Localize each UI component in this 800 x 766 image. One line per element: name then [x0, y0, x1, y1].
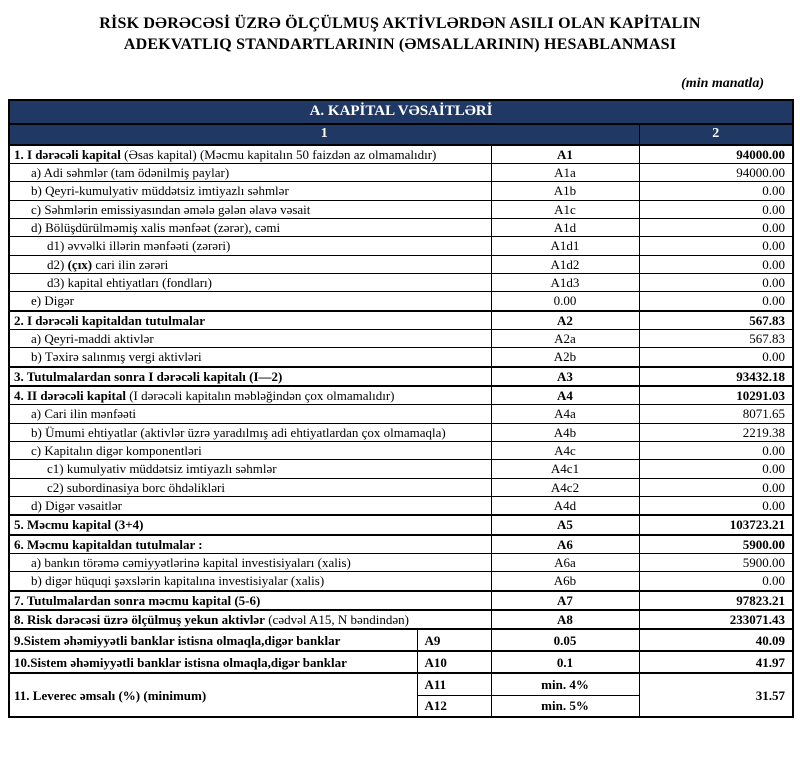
page-title	[40, 13, 760, 55]
row-label: a) Cari ilin mənfəəti	[9, 405, 491, 423]
row-value: 8071.65	[639, 405, 793, 423]
row-code: A1a	[491, 164, 639, 182]
row-code: A5	[491, 515, 639, 534]
row-label: b) Ümumi ehtiyatlar (aktivlər üzrə yaradılmış adi ehtiyatlardan çox olmamaqla)	[9, 423, 491, 441]
row-value: 0.00	[639, 496, 793, 515]
row-label: b) digər hüquqi şəxslərin kapitalına investisiyalar (xalis)	[9, 572, 491, 591]
row-label: d) Bölüşdürülməmiş xalis mənfəət (zərər), cəmi	[9, 219, 491, 237]
row-label: d3) kapital ehtiyatları (fondları)	[9, 274, 491, 292]
ratio-cell: 0.1	[491, 651, 639, 673]
row-code: A1c	[491, 200, 639, 218]
table-row	[9, 553, 793, 571]
section-header: A. KAPİTAL VƏSAİTLƏRİ	[9, 100, 793, 124]
table-row	[9, 348, 793, 367]
row-code: A8	[491, 610, 639, 629]
table-row	[9, 274, 793, 292]
row-value: 31.57	[639, 673, 793, 717]
table-row	[9, 219, 793, 237]
row-code: A1d2	[491, 255, 639, 273]
row-value: 5900.00	[639, 535, 793, 554]
row-code: A9	[417, 629, 491, 651]
row-code: A1d	[491, 219, 639, 237]
row-label: 7. Tutulmalardan sonra məcmu kapital (5-6)	[9, 591, 491, 610]
row-value: 93432.18	[639, 367, 793, 386]
table-row	[9, 515, 793, 534]
row-label: 4. II dərəcəli kapital (I dərəcəli kapitalın məbləğindən çox olmamalıdır)	[9, 386, 491, 405]
row-value: 0.00	[639, 237, 793, 255]
table-row	[9, 629, 793, 651]
row-code: A4d	[491, 496, 639, 515]
table-row	[9, 460, 793, 478]
row-value: 5900.00	[639, 553, 793, 571]
table-row	[9, 330, 793, 348]
row-label: 10.Sistem əhəmiyyətli banklar istisna olmaqla,digər banklar	[9, 651, 417, 673]
row-code: A4a	[491, 405, 639, 423]
row-code: A3	[491, 367, 639, 386]
row-value: 0.00	[639, 478, 793, 496]
row-label: 3. Tutulmalardan sonra I dərəcəli kapitalı (I—2)	[9, 367, 491, 386]
table-row	[9, 441, 793, 459]
row-label: d1) əvvəlki illərin mənfəəti (zərəri)	[9, 237, 491, 255]
table-row	[9, 311, 793, 330]
table-row	[9, 367, 793, 386]
table-row	[9, 200, 793, 218]
row-code: A2	[491, 311, 639, 330]
row-code: A1	[491, 145, 639, 164]
table-row	[9, 405, 793, 423]
row-code: A6	[491, 535, 639, 554]
row-label: a) bankın törəmə cəmiyyətlərinə kapital investisiyaları (xalis)	[9, 553, 491, 571]
row-label: e) Digər	[9, 292, 491, 311]
table-row	[9, 591, 793, 610]
table-row	[9, 423, 793, 441]
table-row	[9, 386, 793, 405]
row-value: 567.83	[639, 311, 793, 330]
table-row	[9, 496, 793, 515]
table-row	[9, 572, 793, 591]
row-value: 0.00	[639, 200, 793, 218]
row-code: A6b	[491, 572, 639, 591]
table-row	[9, 478, 793, 496]
row-value: 103723.21	[639, 515, 793, 534]
row-value: 10291.03	[639, 386, 793, 405]
table-row	[9, 237, 793, 255]
row-value: 0.00	[639, 255, 793, 273]
section-header-row	[9, 100, 793, 124]
ratio-cell: min. 4%	[491, 673, 639, 695]
row-value: 0.00	[639, 572, 793, 591]
row-label: 11. Leverec əmsalı (%) (minimum)	[9, 673, 417, 717]
row-code: A6a	[491, 553, 639, 571]
ratio-cell: min. 5%	[491, 695, 639, 717]
column-header-row	[9, 124, 793, 145]
row-code: A4c1	[491, 460, 639, 478]
table-row	[9, 673, 793, 695]
row-code: A1d1	[491, 237, 639, 255]
row-label: a) Qeyri-maddi aktivlər	[9, 330, 491, 348]
row-value: 94000.00	[639, 145, 793, 164]
capital-table	[8, 99, 794, 718]
unit-note: (min manatla)	[681, 76, 764, 92]
table-row	[9, 255, 793, 273]
table-row	[9, 292, 793, 311]
row-label: 5. Məcmu kapital (3+4)	[9, 515, 491, 534]
row-value: 0.00	[639, 274, 793, 292]
row-label: 1. I dərəcəli kapital (Əsas kapital) (Məcmu kapitalın 50 faizdən az olmamalıdır)	[9, 145, 491, 164]
row-value: 0.00	[639, 219, 793, 237]
row-code: A4	[491, 386, 639, 405]
col-header-2: 2	[639, 124, 793, 145]
row-value: 0.00	[639, 182, 793, 200]
row-value: 0.00	[639, 460, 793, 478]
row-code: A4c2	[491, 478, 639, 496]
table-row	[9, 182, 793, 200]
row-label: b) Qeyri-kumulyativ müddətsiz imtiyazlı səhmlər	[9, 182, 491, 200]
row-label: 8. Risk dərəcəsi üzrə ölçülmuş yekun aktivlər (cədvəl A15, N bəndindən)	[9, 610, 491, 629]
row-label: c) Kapitalın digər komponentləri	[9, 441, 491, 459]
row-code: A1b	[491, 182, 639, 200]
ratio-cell: 0.05	[491, 629, 639, 651]
row-value: 567.83	[639, 330, 793, 348]
row-value: 97823.21	[639, 591, 793, 610]
row-code: 0.00	[491, 292, 639, 311]
row-label: 9.Sistem əhəmiyyətli banklar istisna olmaqla,digər banklar	[9, 629, 417, 651]
row-code: A4b	[491, 423, 639, 441]
table-row	[9, 651, 793, 673]
row-value: 233071.43	[639, 610, 793, 629]
row-value: 41.97	[639, 651, 793, 673]
row-value: 0.00	[639, 441, 793, 459]
row-label: b) Təxirə salınmış vergi aktivləri	[9, 348, 491, 367]
row-code: A11	[417, 673, 491, 695]
row-label: d) Digər vəsaitlər	[9, 496, 491, 515]
row-code: A10	[417, 651, 491, 673]
row-label: c2) subordinasiya borc öhdəlikləri	[9, 478, 491, 496]
row-value: 94000.00	[639, 164, 793, 182]
row-value: 0.00	[639, 292, 793, 311]
row-label: c1) kumulyativ müddətsiz imtiyazlı səhmlər	[9, 460, 491, 478]
row-code: A2b	[491, 348, 639, 367]
row-label: c) Səhmlərin emissiyasından əmələ gələn əlavə vəsait	[9, 200, 491, 218]
report-page	[0, 13, 800, 766]
row-code: A12	[417, 695, 491, 717]
col-header-1: 1	[9, 124, 639, 145]
row-value: 0.00	[639, 348, 793, 367]
row-code: A4c	[491, 441, 639, 459]
row-code: A2a	[491, 330, 639, 348]
page-title-line2: ADEKVATLIQ STANDARTLARININ (ƏMSALLARININ) HESABLANMASI	[123, 36, 677, 54]
page-title-line1: RİSK DƏRƏCƏSİ ÜZRƏ ÖLÇÜLMUŞ AKTİVLƏRDƏN ASILI OLAN KAPİTALIN	[99, 15, 701, 32]
row-label: a) Adi səhmlər (tam ödənilmiş paylar)	[9, 164, 491, 182]
row-code: A7	[491, 591, 639, 610]
table-row	[9, 610, 793, 629]
table-row	[9, 145, 793, 164]
row-value: 40.09	[639, 629, 793, 651]
row-label: d2) (çıx) cari ilin zərəri	[9, 255, 491, 273]
row-label: 6. Məcmu kapitaldan tutulmalar :	[9, 535, 491, 554]
row-label: 2. I dərəcəli kapitaldan tutulmalar	[9, 311, 491, 330]
row-code: A1d3	[491, 274, 639, 292]
table-row	[9, 164, 793, 182]
table-row	[9, 535, 793, 554]
row-value: 2219.38	[639, 423, 793, 441]
